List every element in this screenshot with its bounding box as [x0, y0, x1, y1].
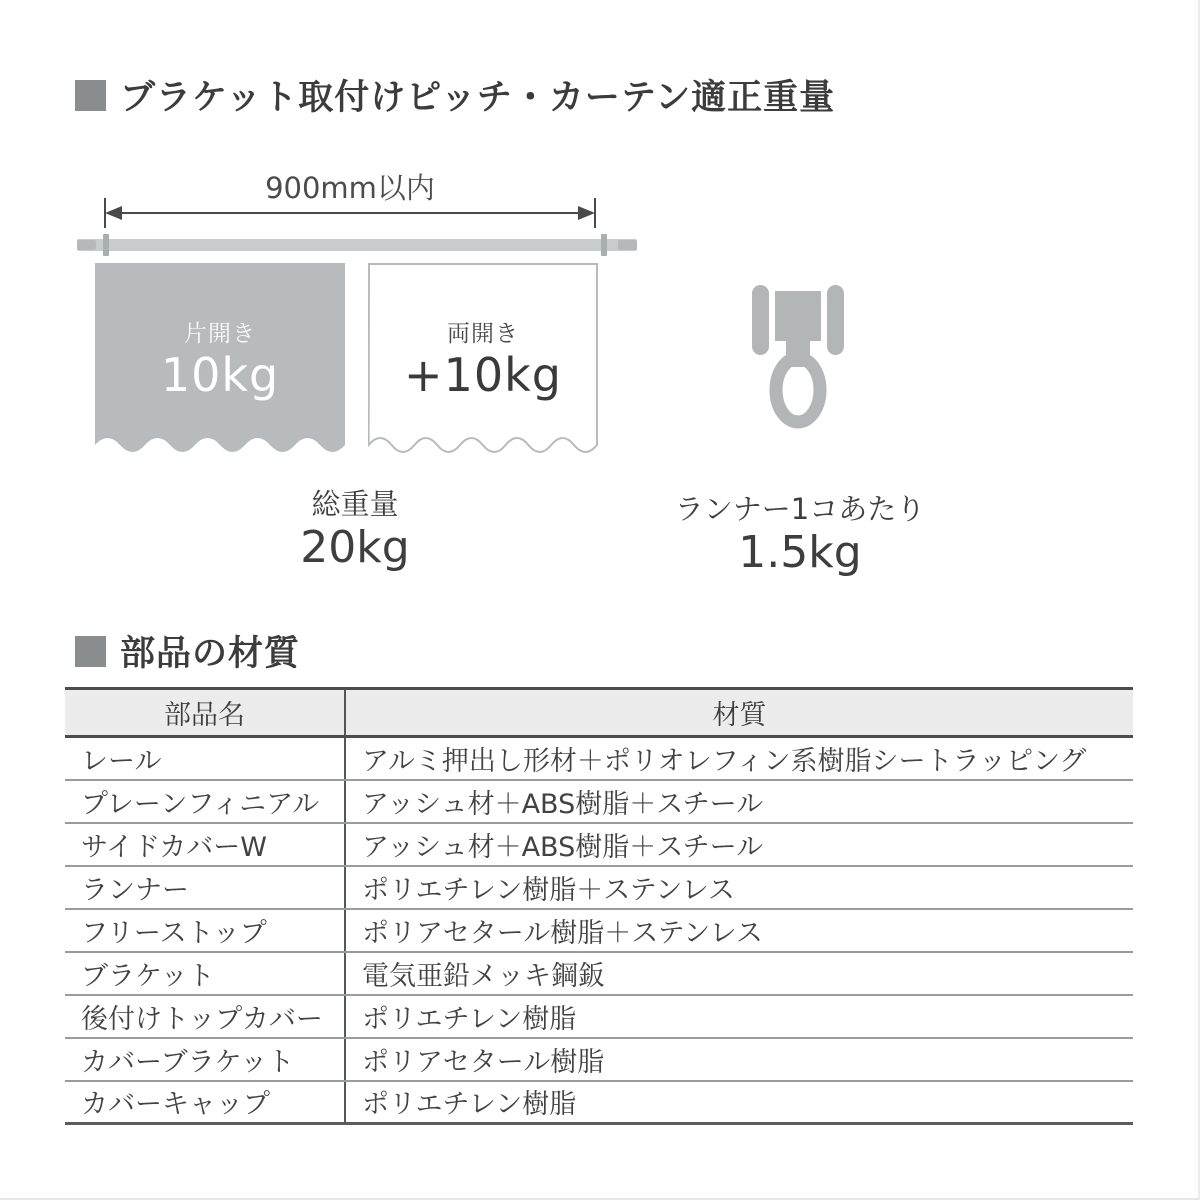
material-cell: 電気亜鉛メッキ鋼鈑 [345, 952, 1133, 995]
material-cell: ポリアセタール樹脂＋ステンレス [345, 909, 1133, 952]
bracket-mark-left-icon [103, 234, 109, 256]
part-name-cell: ブラケット [65, 952, 345, 995]
square-bullet-icon [75, 636, 106, 667]
runner-weight-label: ランナー1コあたり [674, 492, 926, 526]
section-heading-materials [75, 626, 300, 676]
table-row [65, 1081, 1133, 1124]
rail-endcap-left-icon [77, 240, 96, 250]
table-header-row [65, 689, 1133, 737]
section-title: ブラケット取付けピッチ・カーテン適正重量 [120, 78, 836, 118]
open-type-label: 両開き [447, 321, 519, 347]
dimension-arrow-icon [100, 196, 600, 230]
table-row [65, 995, 1133, 1038]
table-row [65, 909, 1133, 952]
table-row [65, 737, 1133, 780]
material-cell: アッシュ材＋ABS樹脂＋スチール [345, 823, 1133, 866]
runner-weight-value: 1.5kg [738, 527, 862, 578]
bracket-mark-right-icon [601, 234, 607, 256]
total-weight-value: 20kg [300, 522, 410, 573]
curtain-single-text [95, 315, 345, 402]
table-row [65, 780, 1133, 823]
section-heading-mounting-pitch [75, 70, 835, 120]
part-name-cell: サイドカバーW [65, 823, 345, 866]
part-name-cell: カバーブラケット [65, 1038, 345, 1081]
table-row [65, 823, 1133, 866]
curtain-double-text [368, 315, 598, 402]
part-name-cell: プレーンフィニアル [65, 780, 345, 823]
section-title: 部品の材質 [120, 634, 301, 674]
curtain-runner-icon [750, 283, 846, 433]
dimension-label: 900mm以内 [265, 171, 435, 205]
table-row [65, 1038, 1133, 1081]
part-name-cell: カバーキャップ [65, 1081, 345, 1124]
total-weight-label: 総重量 [311, 487, 399, 521]
part-name-cell: ランナー [65, 866, 345, 909]
part-name-cell: フリーストップ [65, 909, 345, 952]
materials-table [65, 687, 1133, 1125]
curtain-rail [77, 239, 637, 251]
open-type-label: 片開き [184, 321, 256, 347]
material-header: 材質 [345, 689, 1133, 737]
table-row [65, 952, 1133, 995]
weight-value: +10kg [404, 348, 562, 402]
material-cell: ポリアセタール樹脂 [345, 1038, 1133, 1081]
material-cell: ポリエチレン樹脂 [345, 1081, 1133, 1124]
total-weight-caption [205, 482, 505, 574]
rail-endcap-right-icon [618, 240, 637, 250]
part-name-header: 部品名 [65, 689, 345, 737]
material-cell: アッシュ材＋ABS樹脂＋スチール [345, 780, 1133, 823]
material-cell: ポリエチレン樹脂 [345, 995, 1133, 1038]
runner-weight-caption [650, 487, 950, 579]
part-name-cell: レール [65, 737, 345, 780]
curtain-double-open [368, 263, 598, 468]
material-cell: ポリエチレン樹脂＋ステンレス [345, 866, 1133, 909]
material-cell: アルミ押出し形材＋ポリオレフィン系樹脂シートラッピング [345, 737, 1133, 780]
part-name-cell: 後付けトップカバー [65, 995, 345, 1038]
square-bullet-icon [75, 80, 106, 111]
weight-value: 10kg [160, 348, 280, 402]
table-row [65, 866, 1133, 909]
curtain-single-open [95, 263, 345, 468]
